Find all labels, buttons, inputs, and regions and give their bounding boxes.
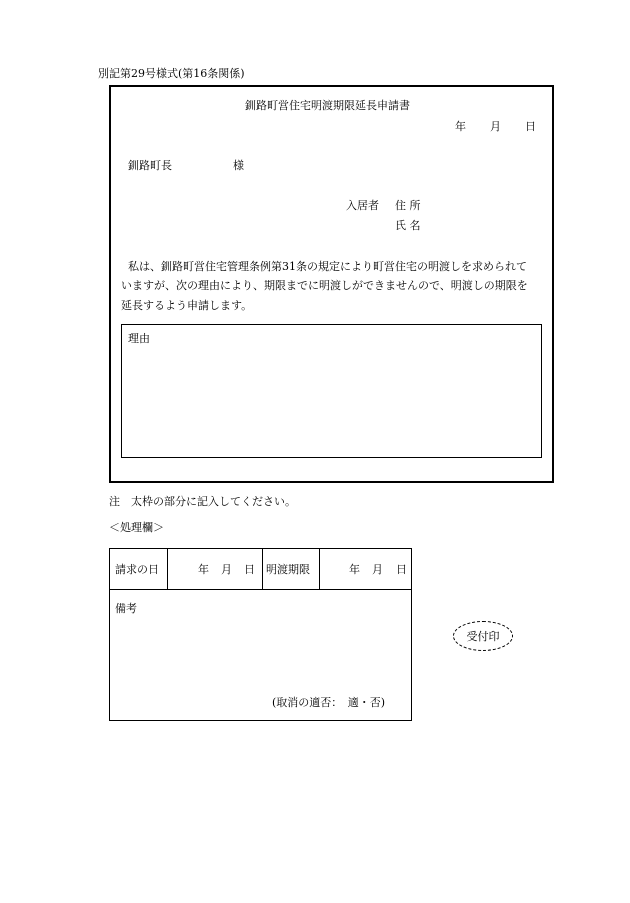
address-label: 住 所 [395,199,421,212]
form-title: 釧路町営住宅明渡期限延長申請書 [245,99,410,112]
table-divider [167,549,168,589]
table-divider [262,549,263,589]
form-number-label: 別記第29号様式(第16条関係) [98,67,245,80]
date-year-label: 年 [455,120,466,133]
reason-label: 理由 [128,332,150,345]
remarks-label: 備考 [115,602,137,615]
cancel-status-text: (取消の適否： 適・否) [272,696,386,709]
request-date-day: 日 [244,563,255,576]
body-text-line: いますが、次の理由により、期限までに明渡しができませんので、明渡しの期限を [121,279,528,292]
request-date-month: 月 [221,563,232,576]
processing-section-title: ＜処理欄＞ [109,521,164,534]
reception-stamp [453,621,513,651]
vacate-date-year: 年 [349,563,360,576]
vacate-deadline-label: 明渡期限 [266,563,310,576]
addressee-honorific: 様 [233,159,244,172]
date-month-label: 月 [490,120,501,133]
addressee: 釧路町長 [128,159,172,172]
reason-field[interactable] [121,324,542,458]
note-text: 注 太枠の部分に記入してください。 [109,495,296,508]
date-day-label: 日 [525,120,536,133]
body-text-line: 私は、釧路町営住宅管理条例第31条の規定により町営住宅の明渡しを求められて [128,260,527,273]
vacate-date-month: 月 [372,563,383,576]
name-label: 氏 名 [395,219,421,232]
stamp-label: 受付印 [466,629,500,643]
request-date-year: 年 [198,563,209,576]
applicant-label: 入居者 [346,199,379,212]
vacate-date-day: 日 [396,563,407,576]
request-date-label: 請求の日 [115,563,159,576]
table-divider [319,549,320,589]
body-text-line: 延長するよう申請します。 [121,299,253,312]
